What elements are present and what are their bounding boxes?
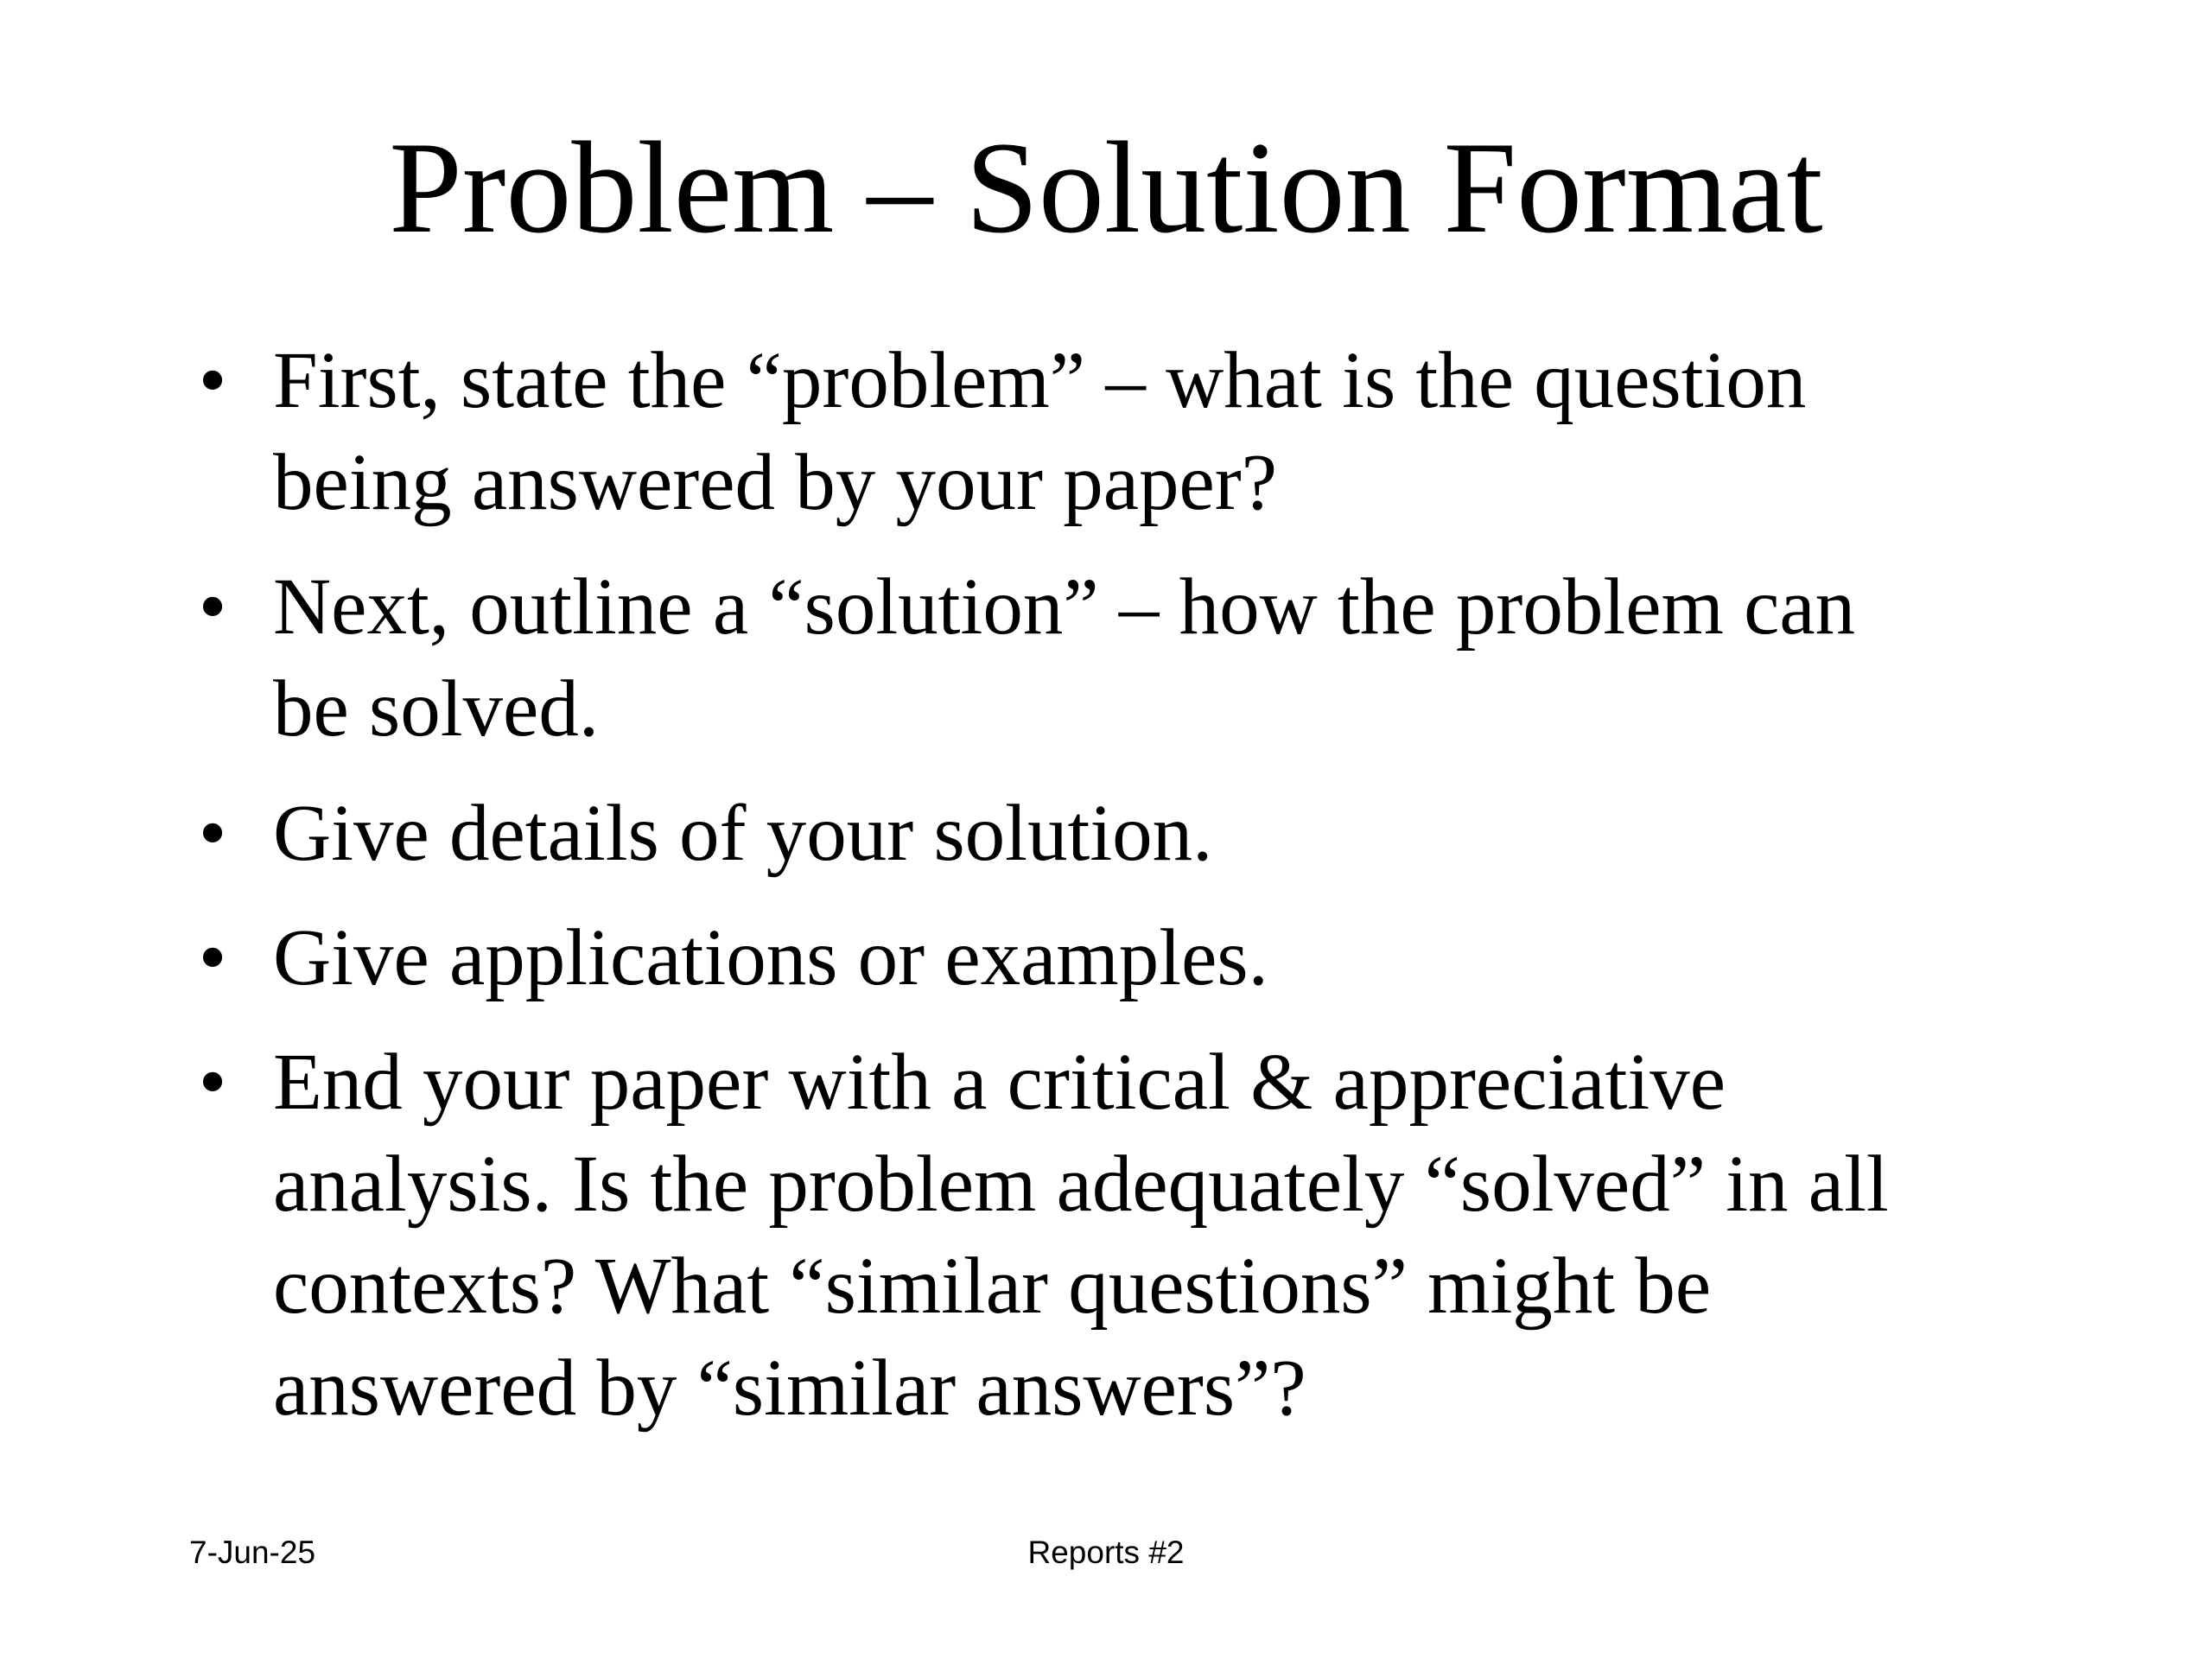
bullet-text: Give applications or examples. (273, 913, 1268, 1002)
bullet-item (187, 783, 2113, 885)
bullet-marker: • (198, 789, 227, 878)
bullet-item (187, 556, 2113, 760)
slide-title: Problem – Solution Format (389, 115, 1823, 260)
footer-slide-label: Reports #2 (1027, 1535, 1185, 1570)
bullet-marker: • (198, 563, 227, 652)
bullet-marker: • (198, 1038, 227, 1127)
bullet-item (187, 330, 2113, 534)
bullet-text: Give details of your solution. (273, 789, 1213, 878)
bullet-item (187, 1032, 2113, 1440)
bullet-text: Next, outline a “solution” – how the problem can be solved. (273, 563, 1856, 753)
bullet-list (187, 330, 2113, 1462)
bullet-item (187, 907, 2113, 1009)
bullet-text: End your paper with a critical & appreciative analysis. Is the problem adequately “solved” in all contexts? What “similar questions” might be answered by “similar answers”? (273, 1038, 1889, 1433)
bullet-marker: • (198, 913, 227, 1002)
bullet-text: First, state the “problem” – what is the question being answered by your paper? (273, 336, 1807, 527)
bullet-marker: • (198, 336, 227, 425)
footer-date: 7-Jun-25 (189, 1535, 316, 1570)
